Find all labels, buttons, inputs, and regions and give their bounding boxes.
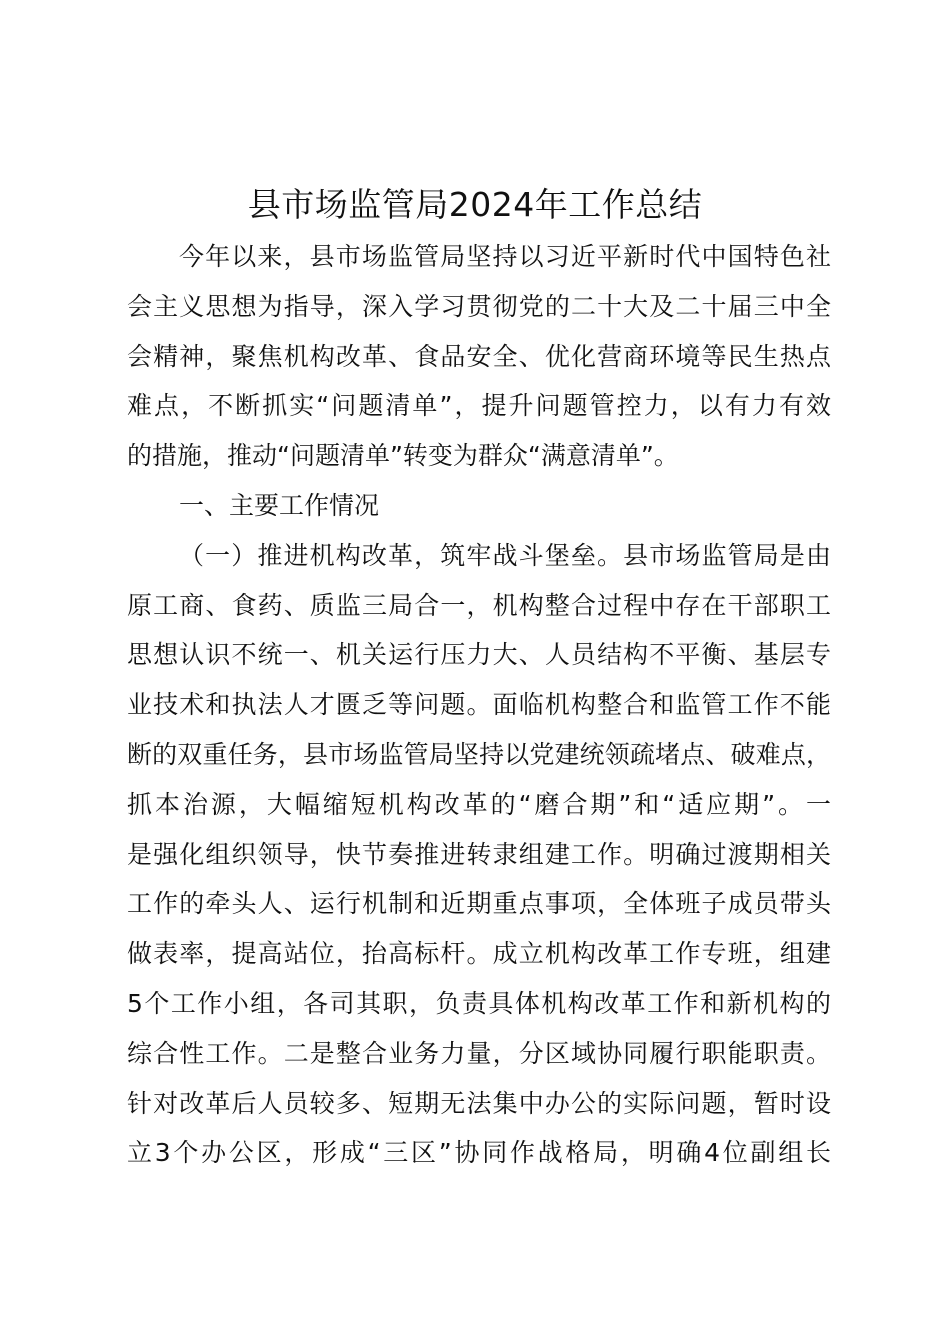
paragraph-line: 会精神，聚焦机构改革、食品安全、优化营商环境等民生热点 xyxy=(127,341,831,371)
paragraph-line: 抓本治源，大幅缩短机构改革的“磨合期”和“适应期”。一 xyxy=(127,789,831,819)
paragraph-line: 思想认识不统一、机关运行压力大、人员结构不平衡、基层专 xyxy=(127,640,831,670)
paragraph-line: 断的双重任务，县市场监管局坚持以党建统领疏堵点、破难点， xyxy=(127,739,831,769)
paragraph-line: 立3个办公区，形成“三区”协同作战格局，明确4位副组长 xyxy=(127,1138,831,1168)
paragraph-line: 工作的牵头人、运行机制和近期重点事项，全体班子成员带头 xyxy=(127,889,831,919)
paragraph-line: 的措施，推动“问题清单”转变为群众“满意清单”。 xyxy=(127,441,679,471)
paragraph-line: 原工商、食药、质监三局合一，机构整合过程中存在干部职工 xyxy=(127,590,831,620)
paragraph-line: 综合性工作。二是整合业务力量，分区域协同履行职能职责。 xyxy=(127,1038,831,1068)
paragraph-line: 今年以来，县市场监管局坚持以习近平新时代中国特色社 xyxy=(179,242,831,271)
document-body xyxy=(127,232,831,1178)
section-heading: 一、主要工作情况 xyxy=(179,490,380,520)
paragraph-line: 难点，不断抓实“问题清单”，提升问题管控力，以有力有效 xyxy=(127,391,831,421)
paragraph-line: 会主义思想为指导，深入学习贯彻党的二十大及二十届三中全 xyxy=(127,291,831,321)
paragraph-line: 业技术和执法人才匮乏等问题。面临机构整合和监管工作不能 xyxy=(127,690,831,720)
paragraph-line: 是强化组织领导，快节奏推进转隶组建工作。明确过渡期相关 xyxy=(127,839,831,869)
paragraph-line: 做表率，提高站位，抬高标杆。成立机构改革工作专班，组建 xyxy=(127,939,831,969)
paragraph-line: （一）推进机构改革，筑牢战斗堡垒。县市场监管局是由 xyxy=(179,540,831,570)
document-title: 县市场监管局2024年工作总结 xyxy=(247,185,703,224)
paragraph-line: 5个工作小组，各司其职，负责具体机构改革工作和新机构的 xyxy=(127,988,831,1018)
paragraph-line: 针对改革后人员较多、短期无法集中办公的实际问题，暂时设 xyxy=(127,1088,831,1118)
